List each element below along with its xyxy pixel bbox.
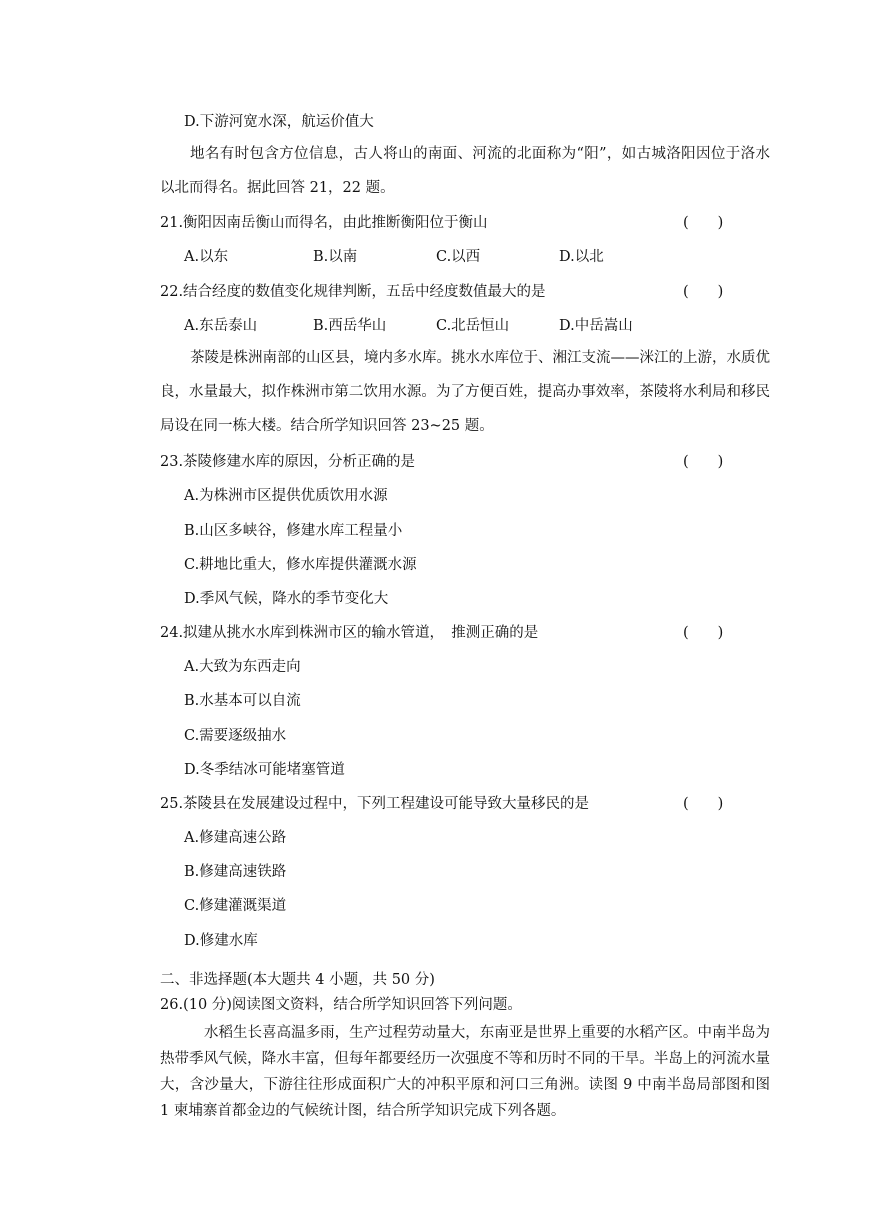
q26-passage: 水稻生长喜高温多雨，生产过程劳动量大，东南亚是世界上重要的水稻产区。中南半岛为热带季风气候，降水丰富，但每年都要经历一次强度不等和历时不同的干旱。半岛上的河流水量大，含沙量大，下游往往形成面积广大的冲积平原和河口三角洲。读图 9 中南半岛局部图和图 1 柬埔寨首都金边的气候统计图，结合所学知识完成下列各题。 bbox=[160, 1025, 770, 1119]
q21-option-d: D.以北 bbox=[559, 249, 604, 265]
q22-stem: 22.结合经度的数值变化规律判断，五岳中经度数值最大的是 bbox=[160, 284, 546, 300]
q21-option-c: C.以西 bbox=[436, 249, 481, 265]
q22-option-b: B.西岳华山 bbox=[313, 318, 387, 334]
q26-stem: 26.(10 分)阅读图文资料，结合所学知识回答下列问题。 bbox=[160, 997, 522, 1013]
q21-answer-bracket: ( ) bbox=[683, 215, 724, 231]
q23-option-a: A.为株洲市区提供优质饮用水源 bbox=[184, 488, 388, 504]
q24-answer-bracket: ( ) bbox=[683, 625, 724, 641]
q25-option-b: B.修建高速铁路 bbox=[184, 864, 287, 880]
q20-option-d: D.下游河宽水深，航运价值大 bbox=[184, 114, 374, 130]
q23-option-b: B.山区多峡谷，修建水库工程量小 bbox=[184, 523, 403, 539]
q25-stem: 25.茶陵县在发展建设过程中，下列工程建设可能导致大量移民的是 bbox=[160, 796, 590, 812]
q22-option-d: D.中岳嵩山 bbox=[559, 318, 633, 334]
q24-stem: 24.拟建从挑水水库到株洲市区的输水管道， 推测正确的是 bbox=[160, 625, 539, 641]
q23-answer-bracket: ( ) bbox=[683, 454, 724, 470]
intro-23-25-passage: 茶陵是株洲南部的山区县，境内多水库。挑水水库位于、湘江支流——洣江的上游，水质优良，水量最大，拟作株洲市第二饮用水源。为了方便百姓，提高办事效率，茶陵将水利局和移民局设在同一栋大楼。结合所学知识回答 23~25 题。 bbox=[160, 350, 770, 434]
q23-option-c: C.耕地比重大，修水库提供灌溉水源 bbox=[184, 557, 417, 573]
q24-option-a: A.大致为东西走向 bbox=[184, 659, 301, 675]
q25-option-d: D.修建水库 bbox=[184, 933, 258, 949]
q21-option-a: A.以东 bbox=[184, 249, 229, 265]
q25-option-c: C.修建灌溉渠道 bbox=[184, 898, 287, 914]
q23-option-d: D.季风气候，降水的季节变化大 bbox=[184, 591, 389, 607]
q21-stem: 21.衡阳因南岳衡山而得名，由此推断衡阳位于衡山 bbox=[160, 215, 488, 231]
q23-stem: 23.茶陵修建水库的原因，分析正确的是 bbox=[160, 454, 416, 470]
q21-option-b: B.以南 bbox=[313, 249, 358, 265]
section-2-heading: 二、非选择题(本大题共 4 小题，共 50 分) bbox=[160, 972, 435, 988]
q25-option-a: A.修建高速公路 bbox=[184, 830, 287, 846]
q22-answer-bracket: ( ) bbox=[683, 284, 724, 300]
q24-option-c: C.需要逐级抽水 bbox=[184, 728, 287, 744]
q24-option-b: B.水基本可以自流 bbox=[184, 693, 301, 709]
q22-option-c: C.北岳恒山 bbox=[436, 318, 510, 334]
q25-answer-bracket: ( ) bbox=[683, 796, 724, 812]
q22-option-a: A.东岳泰山 bbox=[184, 318, 258, 334]
intro-21-22-passage: 地名有时包含方位信息，古人将山的南面、河流的北面称为“阳”，如古城洛阳因位于洛水以北而得名。据此回答 21，22 题。 bbox=[160, 146, 770, 196]
q24-option-d: D.冬季结冰可能堵塞管道 bbox=[184, 762, 345, 778]
